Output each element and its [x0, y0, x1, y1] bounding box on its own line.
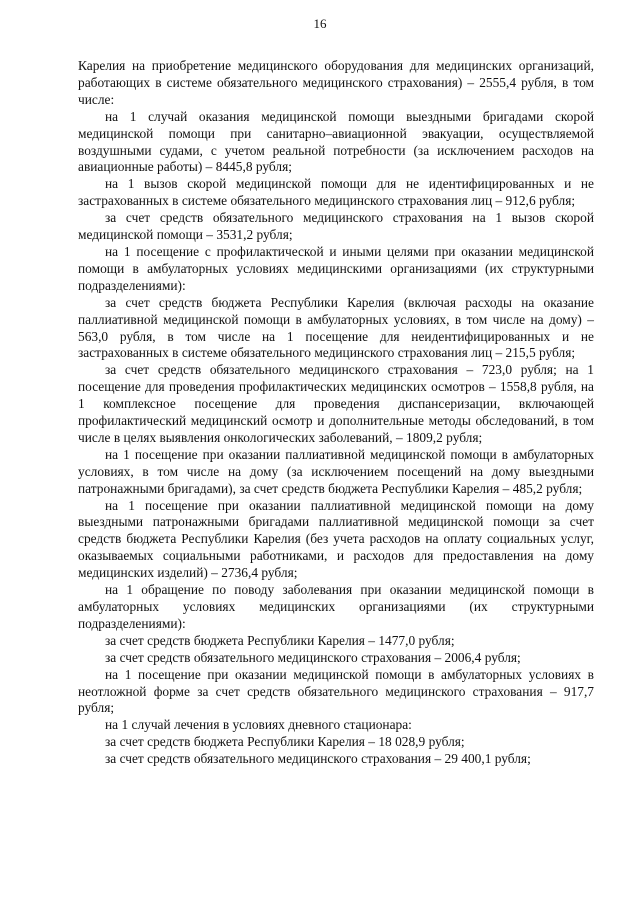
paragraph-urgent-visit: на 1 посещение при оказании медицинской помощи в амбулаторных условиях в неотложной форме за счет средств обязательного медицинского страхования – 917,7 рубля;: [78, 666, 594, 716]
page-number: 16: [313, 16, 327, 31]
paragraph-day-hospital: на 1 случай лечения в условиях дневного стационара:: [105, 717, 412, 733]
document-body: [78, 58, 594, 768]
paragraph-preventive-visit: на 1 посещение с профилактической и иными целями при оказании медицинской помощи в амбулаторных условиях медицинскими организациями (их структурными подразделениями):: [78, 243, 594, 293]
paragraph-day-hospital-oms: за счет средств обязательного медицинского страхования – 29 400,1 рубля;: [105, 751, 531, 767]
paragraph-palliative-home-visit: на 1 посещение при оказании паллиативной медицинской помощи на дому выездными патронажными бригадами паллиативной медицинской помощи за счет средств бюджета Республики Карелия (без учета расходов на оплату социальных услуг, оказываемых социальными работниками, и расходов для предоставления на дому медицинских изделий) – 2736,4 рубля;: [78, 497, 594, 581]
paragraph-oms-visit: за счет средств обязательного медицинского страхования – 723,0 рубля; на 1 посещение для проведения профилактических медицинских осмотров – 1558,8 рубля, на 1 комплексное посещение для проведения диспансеризации, включающей профилактический медицинский осмотр и дополнительные методы обследований, в том числе в целях выявления онкологических заболеваний, – 1809,2 рубля;: [78, 362, 594, 445]
paragraph-appeal-budget: за счет средств бюджета Республики Карелия – 1477,0 рубля;: [105, 632, 455, 648]
paragraph-appeal-oms: за счет средств обязательного медицинского страхования – 2006,4 рубля;: [105, 649, 521, 665]
paragraph-ambulance-uninsured: на 1 вызов скорой медицинской помощи для не идентифицированных и не застрахованных в системе обязательного медицинского страхования лиц – 912,6 рубля;: [78, 176, 594, 209]
paragraph-karelia-equipment: Карелия на приобретение медицинского оборудования для медицинских организаций, работающих в системе обязательного медицинского страхования) – 2555,4 рубля, в том числе:: [78, 58, 594, 107]
paragraph-ambulance-oms: за счет средств обязательного медицинского страхования на 1 вызов скорой медицинской помощи – 3531,2 рубля;: [78, 210, 594, 243]
paragraph-budget-visit: за счет средств бюджета Республики Карелия (включая расходы на оказание паллиативной медицинской помощи в амбулаторных условиях, в том числе на дому) – 563,0 рубля, в том числе на 1 посещение для неидентифицированных и не застрахованных в системе обязательного медицинского страхования лиц – 215,5 рубля;: [78, 294, 594, 361]
paragraph-palliative-visit: на 1 посещение при оказании паллиативной медицинской помощи в амбулаторных условиях, в том числе на дому (за исключением посещений на дому выездными патронажными бригадами), за счет средств бюджета Республики Карелия – 485,2 рубля;: [78, 446, 594, 496]
paragraph-day-hospital-budget: за счет средств бюджета Республики Карелия – 18 028,9 рубля;: [105, 734, 465, 750]
paragraph-air-ambulance: на 1 случай оказания медицинской помощи выездными бригадами скорой медицинской помощи при санитарно–авиационной эвакуации, осуществляемой воздушными судами, с учетом реальной потребности (за исключением расходов на авиационные работы) – 8445,8 рубля;: [78, 108, 594, 175]
paragraph-disease-appeal: на 1 обращение по поводу заболевания при оказании медицинской помощи в амбулаторных условиях медицинских организациями (их структурными подразделениями):: [78, 582, 594, 631]
